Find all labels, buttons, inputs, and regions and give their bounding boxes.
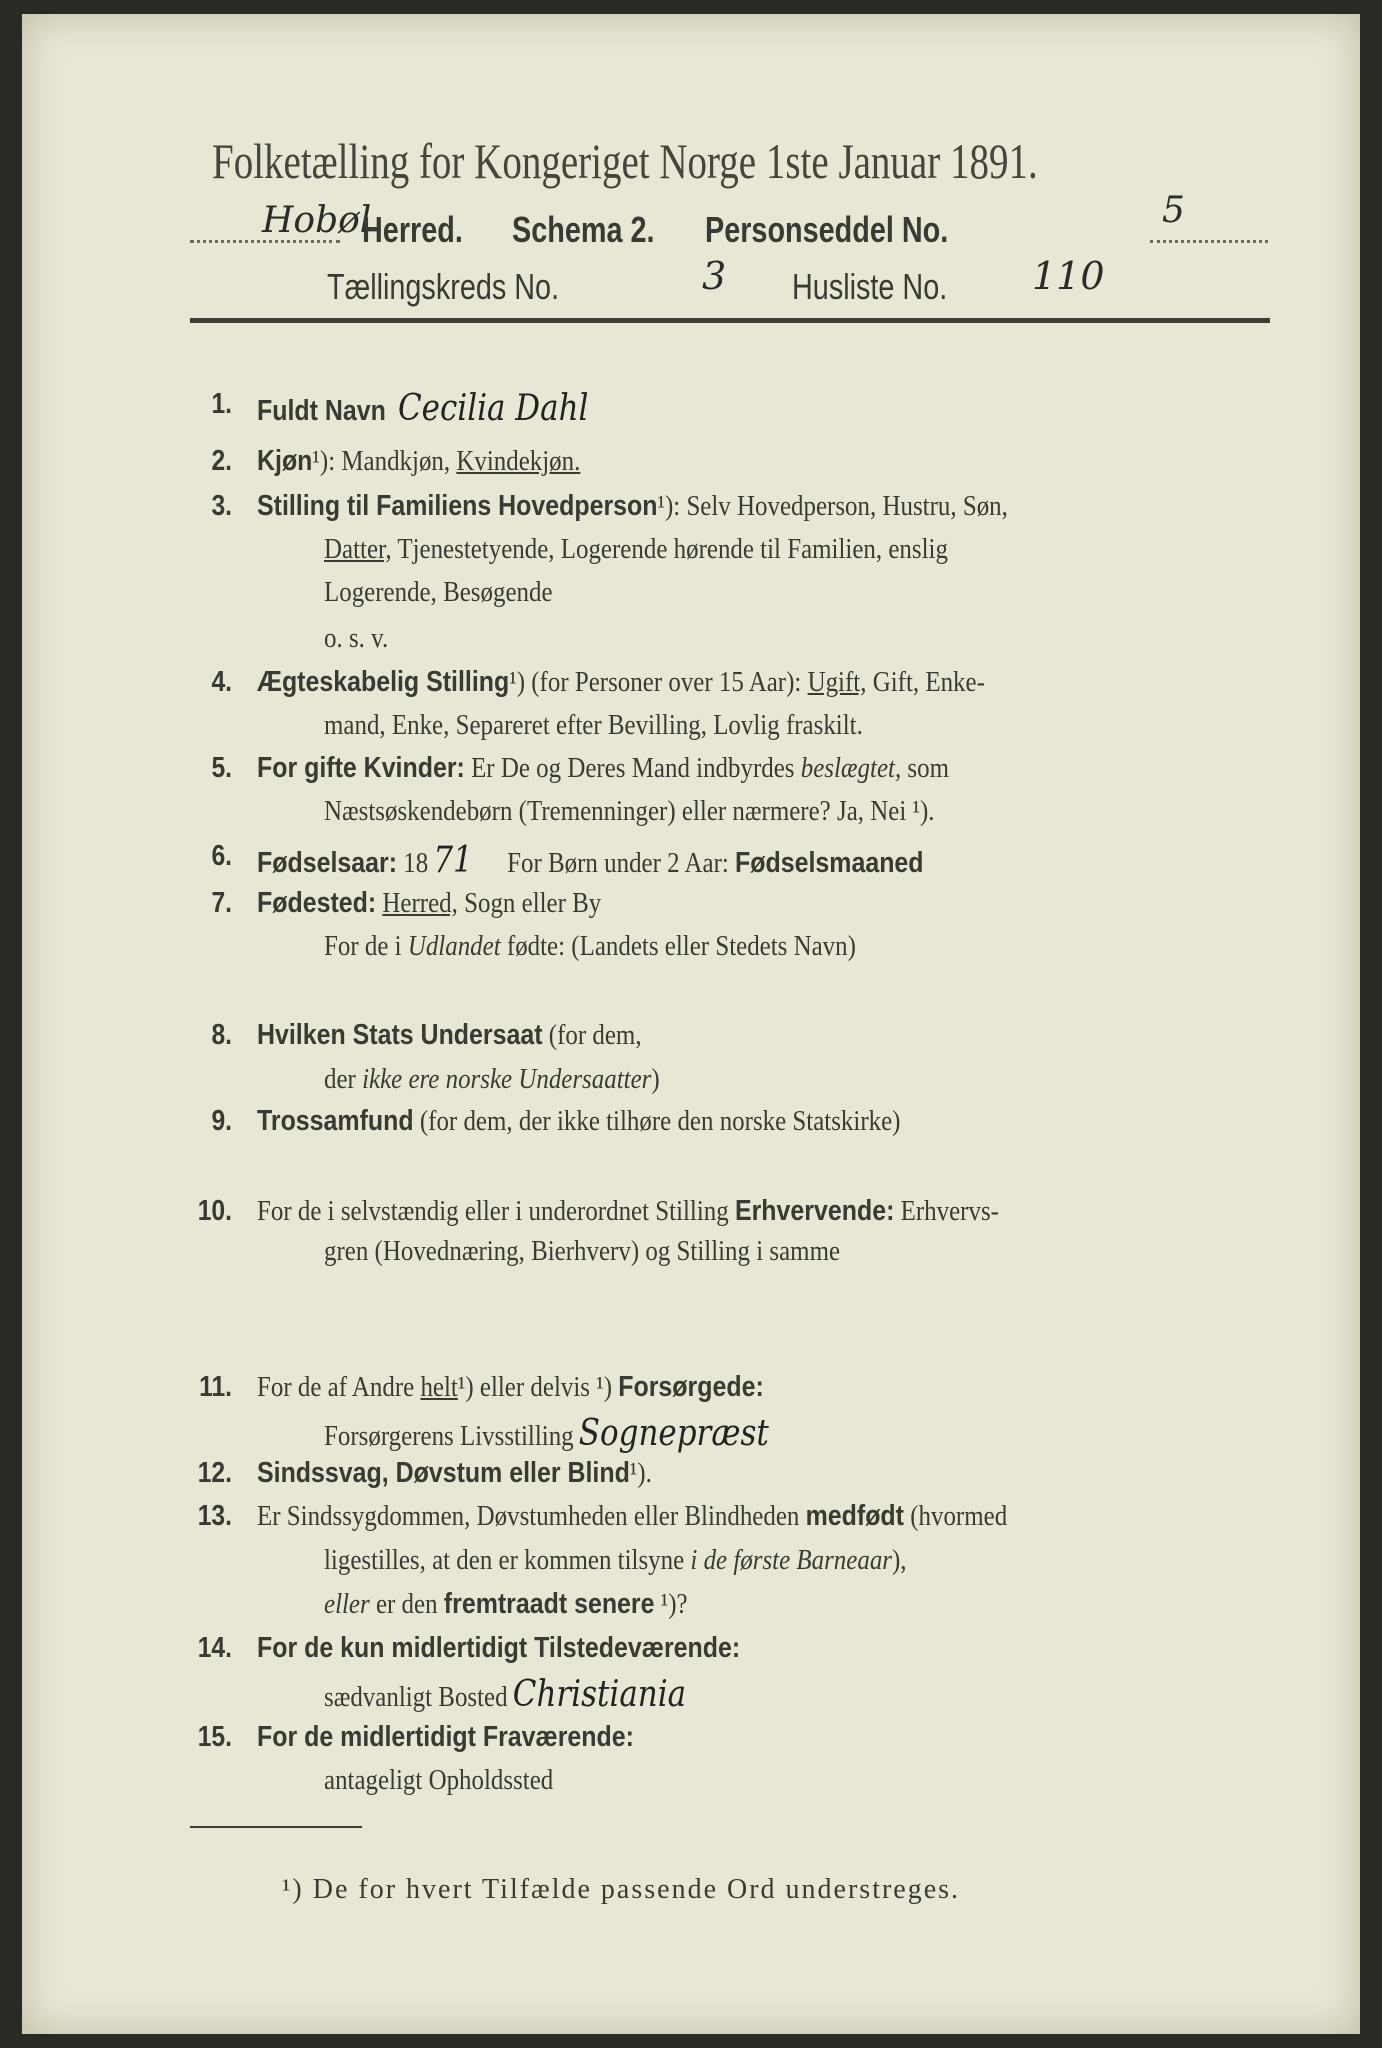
text-segment: (for dem, [542,1019,642,1051]
question-number: 15. [197,1721,232,1753]
text-segment: er den [369,1588,444,1620]
text-segment: Forsørgerens Livsstilling [324,1420,574,1452]
question-text [257,1195,999,1228]
question-text [324,1588,688,1621]
text-segment: (hvormed [903,1500,1008,1532]
question-text [257,388,588,429]
question-text [324,795,935,828]
text-segment: sædvanligt Bosted [324,1681,508,1713]
text-segment: beslægtet, [800,752,902,784]
text-segment: gren (Hovednæring, Bierhverv) og Stilling i samme [324,1235,841,1267]
question-number: 6. [211,840,232,872]
text-segment: Erhvervs- [894,1195,999,1227]
text-segment: Ugift, [807,666,867,698]
text-segment: Næstsøskendebørn (Tremenninger) eller nærmere? Ja, Nei ¹). [324,795,935,827]
text-segment: som [901,752,950,784]
text-segment: i de første Barneaar [690,1544,893,1576]
question-text [324,533,948,566]
text-segment: medfødt [805,1500,904,1532]
text-segment: 18 [397,847,429,879]
text-segment: ¹)? [654,1588,688,1620]
question-number: 5. [211,752,232,784]
text-segment: ligestilles, at den er kommen tilsyne [324,1544,691,1576]
answer-dotted-line [342,1358,1267,1361]
question-text [257,1632,740,1665]
text-segment: For de i selvstændig eller i underordnet Stilling [257,1195,735,1227]
text-segment: ¹) eller delvis ¹) [457,1371,619,1403]
question-text [324,709,863,742]
answer-dotted-line [342,1004,1267,1007]
question-text [257,1721,634,1754]
question-text [324,1063,660,1096]
text-segment: Kjøn [257,445,313,477]
text-segment: ) [651,1063,660,1095]
question-text [257,1019,642,1052]
kreds-value: 3 [702,254,727,298]
kreds-label: Tællingskreds No. [327,266,560,307]
text-segment: ¹): Selv Hovedperson, Hustru, Søn, [657,490,1008,522]
text-segment: Trossamfund [257,1105,414,1137]
text-segment: Kvindekjøn. [456,445,581,477]
text-segment: ), [892,1544,907,1576]
text-segment: Fødselsmaaned [735,847,924,879]
question-number: 12. [197,1457,232,1489]
text-segment: Fuldt Navn [257,395,393,427]
schema-label: Schema 2. [512,209,655,250]
question-number: 8. [211,1019,232,1051]
handwritten-answer: Cecilia Dahl [397,388,589,429]
footnote-divider [190,1826,362,1828]
text-segment: Sogn eller By [457,887,602,919]
question-text [257,1371,764,1404]
text-segment: fødte: (Landets eller Stedets Navn) [500,930,856,962]
question-text [324,1674,686,1715]
text-segment: Forsørgede: [618,1371,764,1403]
text-segment: Herred, [382,887,458,919]
question-number: 14. [197,1632,232,1664]
text-segment: mand, Enke, Separeret efter Bevilling, Lovlig fraskilt. [324,709,863,741]
text-segment: For de af Andre [257,1371,421,1403]
text-segment: ¹) (for Personer over 15 Aar): [509,666,808,698]
text-segment: Erhvervende: [734,1195,895,1227]
text-segment: For de kun midlertidigt Tilstedeværende: [257,1632,741,1664]
question-number: 7. [211,887,232,919]
text-segment: Datter, [324,533,392,565]
question-text [324,1235,840,1268]
text-segment: For de midlertidigt Fraværende: [257,1721,634,1753]
question-number: 4. [211,666,232,698]
question-text [324,1413,769,1454]
text-segment: Logerende, Besøgende [324,576,553,608]
question-number: 13. [197,1500,232,1532]
answer-dotted-line [342,1316,1267,1319]
text-segment: antageligt Opholdssted [324,1764,554,1796]
text-segment: Udlandet [407,930,501,962]
text-segment: der [324,1063,363,1095]
husliste-value: 110 [1032,254,1105,298]
footnote: ¹) De for hvert Tilfælde passende Ord understreges. [282,1874,961,1905]
text-segment: Hvilken Stats Undersaat [257,1019,543,1051]
text-segment: eller [324,1588,370,1620]
handwritten-answer: Christiania [512,1674,687,1715]
census-form-sheet [22,14,1360,2034]
text-segment: Er Sindssygdommen, Døvstumheden eller Blindheden [257,1500,806,1532]
text-segment: Tjenestetyende, Logerende hørende til Familien, enslig [391,533,948,565]
question-text [324,1764,553,1797]
text-segment: Fødested: [257,887,377,919]
personseddel-value: 5 [1162,190,1185,231]
text-segment: Fødselsaar: [257,847,398,879]
husliste-label: Husliste No. [792,266,948,307]
text-segment: helt [420,1371,458,1403]
herred-label: Herred. [362,209,463,250]
handwritten-answer: 71 [433,840,473,881]
text-segment: For de i [324,930,408,962]
question-text [324,930,856,963]
text-segment: ¹): Mandkjøn, [312,445,457,477]
personseddel-label: Personseddel No. [705,209,949,250]
text-segment: ¹). [629,1457,652,1489]
question-text [257,840,924,881]
text-segment: fremtraadt senere [443,1588,655,1620]
answer-dotted-line [342,1183,1267,1186]
question-text [257,490,1008,523]
question-text [257,887,601,920]
text-segment: For Børn under 2 Aar: [507,847,736,879]
question-number: 11. [199,1371,232,1403]
question-number: 3. [211,490,232,522]
question-number: 2. [211,445,232,477]
text-segment: Ægteskabelig Stilling [257,666,510,698]
text-segment: Gift, Enke- [866,666,985,698]
question-number: 10. [197,1195,232,1227]
text-segment: o. s. v. [324,622,389,654]
handwritten-answer: Sognepræst [578,1413,769,1454]
question-text [324,1544,907,1577]
question-number: 9. [211,1105,232,1137]
question-text [324,622,388,655]
question-number: 1. [211,388,232,420]
question-text [257,666,985,699]
text-segment: Er De og Deres Mand indbyrdes [464,752,801,784]
question-text [257,1500,1007,1533]
text-segment: Sindssvag, Døvstum eller Blind [257,1457,630,1489]
form-title: Folketælling for Kongeriget Norge 1ste Januar 1891. [212,133,1038,189]
question-text [257,752,949,785]
text-segment: (for dem, der ikke tilhøre den norske Statskirke) [413,1105,901,1137]
question-text [324,576,553,609]
header-divider [190,318,1270,323]
question-text [257,445,580,478]
personseddel-dotted-line [1150,240,1268,243]
herred-value: Hobøl [262,200,372,241]
text-segment: ikke ere norske Undersaatter [362,1063,652,1095]
text-segment: For gifte Kvinder: [257,752,465,784]
text-segment: Stilling til Familiens Hovedperson [257,490,658,522]
question-text [257,1105,900,1138]
question-text [257,1457,652,1490]
